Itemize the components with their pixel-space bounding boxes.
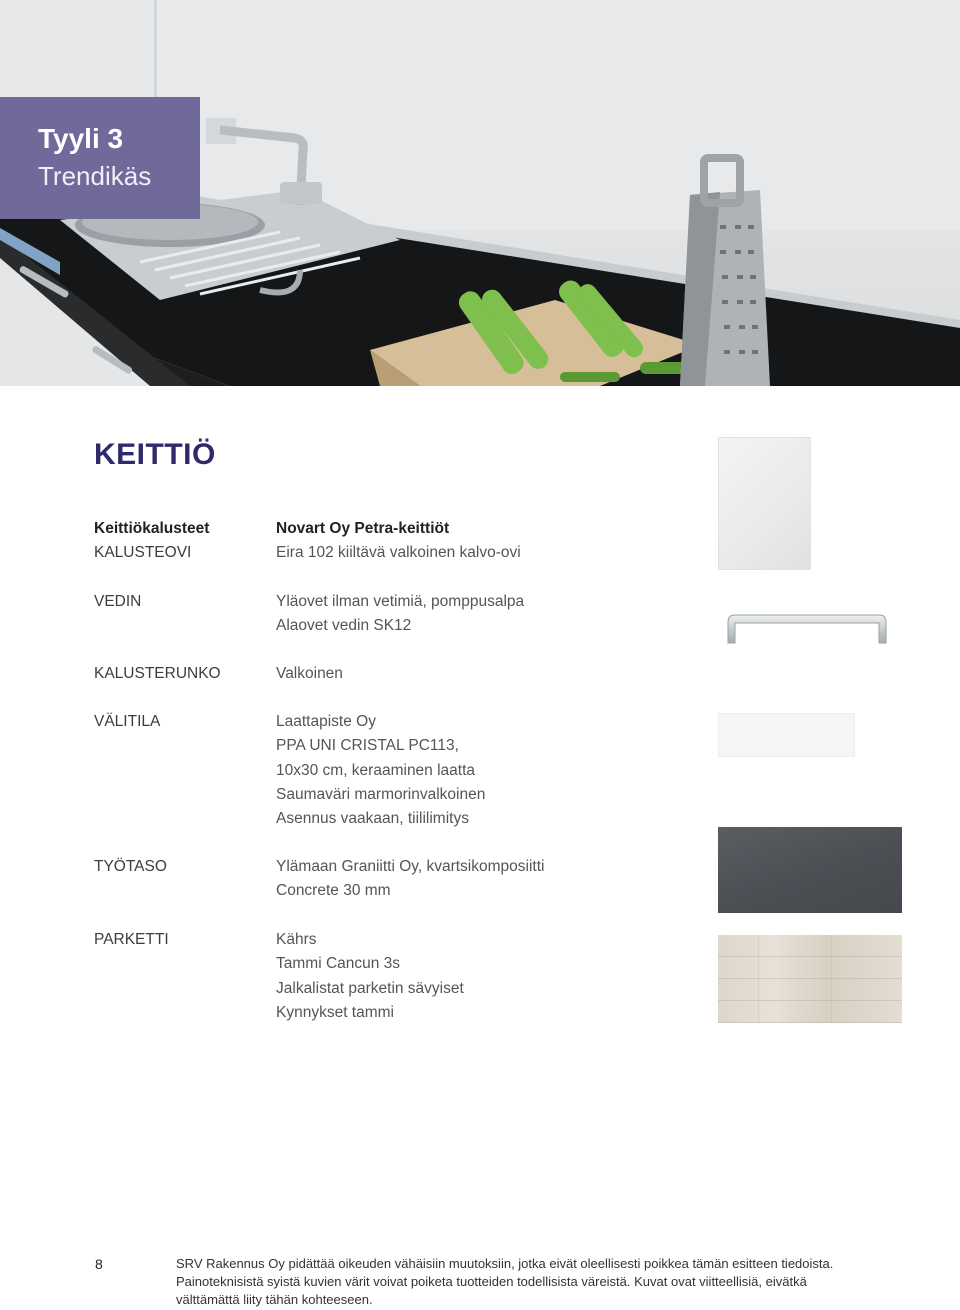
footer-line: Painoteknisistä syistä kuvien värit voivat poiketa tuotteiden todellisista väreistä. Kuvat ovat viitteellisiä, eivätkä bbox=[176, 1274, 807, 1289]
swatch-dark-grey-quartz bbox=[718, 827, 902, 913]
spec-values bbox=[276, 855, 696, 904]
spec-label bbox=[94, 855, 264, 879]
spec-value: Kährs bbox=[276, 931, 317, 948]
spec-value: Laattapiste Oy bbox=[276, 713, 376, 730]
footer-line: välttämättä liity tähän kohteeseen. bbox=[176, 1292, 373, 1307]
spec-value: Tammi Cancun 3s bbox=[276, 955, 401, 973]
spec-values bbox=[276, 928, 696, 1025]
swatch-white-glossy-door bbox=[718, 437, 811, 570]
swatch-light-oak-parquet bbox=[718, 935, 902, 1023]
spec-value: Alaovet vedin SK12 bbox=[276, 617, 412, 635]
spec-label bbox=[94, 662, 264, 686]
page-number: 8 bbox=[95, 1256, 103, 1272]
spec-label-main: Keittiökalusteet bbox=[94, 520, 210, 537]
style-badge-subtitle: Trendikäs bbox=[38, 161, 152, 191]
spec-value: Valkoinen bbox=[276, 665, 343, 682]
spec-label-main: TYÖTASO bbox=[94, 858, 167, 875]
swatch-white-ceramic-tile bbox=[718, 713, 855, 757]
spec-value: Novart Oy Petra-keittiöt bbox=[276, 520, 450, 537]
spec-value: Jalkalistat parketin sävyiset bbox=[276, 979, 464, 997]
spec-label-main: VEDIN bbox=[94, 593, 142, 610]
footer-disclaimer bbox=[176, 1255, 876, 1309]
spec-values bbox=[276, 517, 696, 566]
spec-value: Asennus vaakaan, tiililimitys bbox=[276, 810, 469, 828]
spec-values bbox=[276, 590, 696, 639]
spec-label bbox=[94, 590, 264, 614]
style-badge-title: Tyyli 3 bbox=[38, 123, 124, 154]
spec-value: PPA UNI CRISTAL PC113, bbox=[276, 737, 459, 755]
kitchen-hero-photo bbox=[0, 0, 960, 386]
spec-value: 10x30 cm, keraaminen laatta bbox=[276, 761, 476, 779]
spec-label bbox=[94, 928, 264, 952]
swatch-metal-bar-handle bbox=[724, 610, 890, 646]
footer-line: SRV Rakennus Oy pidättää oikeuden vähäisiin muutoksiin, jotka eivät oleellisesti poikkea tämän esitteen tiedoista. bbox=[176, 1256, 834, 1271]
spec-label bbox=[94, 710, 264, 734]
spec-label-main: KALUSTERUNKO bbox=[94, 665, 221, 682]
spec-label-main: PARKETTI bbox=[94, 931, 169, 948]
spec-values bbox=[276, 710, 696, 831]
spec-value: Ylämaan Graniitti Oy, kvartsikomposiitti bbox=[276, 858, 545, 875]
spec-values bbox=[276, 662, 696, 686]
spec-label bbox=[94, 517, 264, 566]
spec-value: Kynnykset tammi bbox=[276, 1003, 395, 1021]
section-heading: KEITTIÖ bbox=[94, 438, 216, 471]
spec-label-main: VÄLITILA bbox=[94, 713, 161, 730]
spec-label-sub: KALUSTEOVI bbox=[94, 544, 192, 562]
spec-value: Saumaväri marmorinvalkoinen bbox=[276, 785, 486, 803]
spec-value: Yläovet ilman vetimiä, pomppusalpa bbox=[276, 593, 525, 610]
handle-image bbox=[724, 610, 890, 646]
style-badge bbox=[0, 97, 200, 219]
spec-value: Concrete 30 mm bbox=[276, 882, 391, 900]
spec-value: Eira 102 kiiltävä valkoinen kalvo-ovi bbox=[276, 544, 521, 562]
